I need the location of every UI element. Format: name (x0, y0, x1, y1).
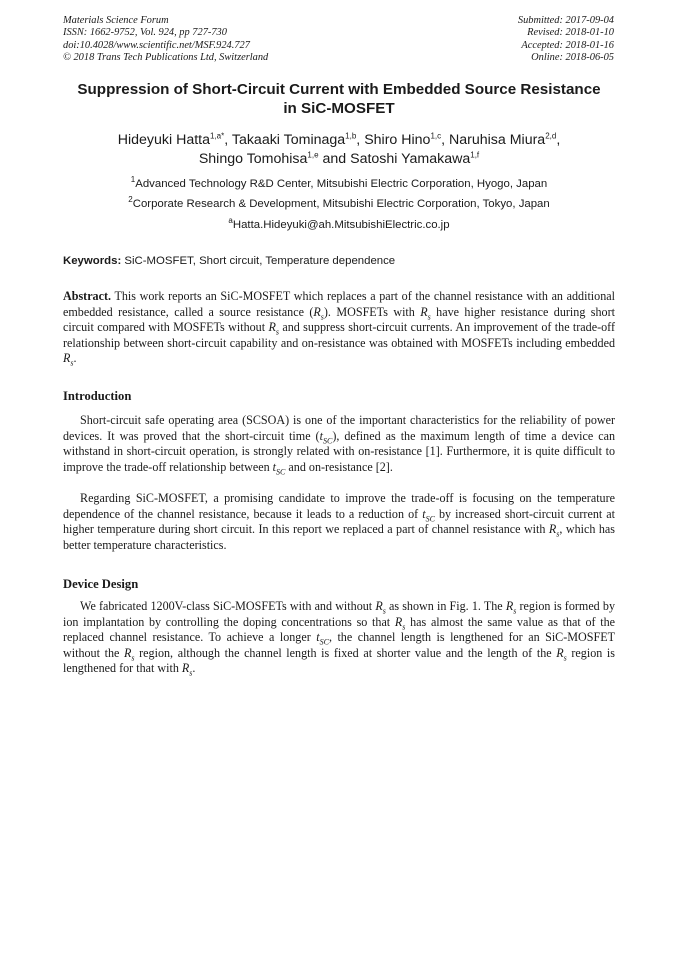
author-affiliation-mark: 1,a* (209, 131, 225, 141)
keywords-label: Keywords: (63, 255, 122, 267)
author-affiliation-mark: 2,d (545, 131, 557, 141)
author-name: Hideyuki Hatta (117, 132, 210, 148)
introduction-paragraph-1: Short-circuit safe operating area (SCSOA) is one of the important characteristics for the reliability of power devices. It was proved that the short-circuit time $(t_{SC})$, defined as the maximum length of time a device can withstand in short-circuit operation, is strongly related with on-resistance [1]. Furthermore, it is quite difficult to improve the trade-off relationship between $t_{SC}$ and on-resistance [2]. (63, 413, 615, 477)
title-line-1: Suppression of Short-Circuit Current with Embedded Source Resistance (77, 81, 601, 98)
corresponding-email: $^a$Hatta.Hideyuki@ah.MitsubishiElectric.co.jp (228, 216, 450, 231)
keywords (63, 254, 615, 268)
author-name: Satoshi Yamakawa (350, 151, 471, 167)
affiliation-1: $^1$Advanced Technology R&D Center, Mitsubishi Electric Corporation, Hyogo, Japan (130, 175, 548, 190)
submitted-date: Submitted: 2017-09-04 (517, 15, 614, 26)
revised-date: Revised: 2018-01-10 (527, 27, 614, 39)
author-name: Shiro Hino (364, 132, 431, 148)
author-list: Hideyuki Hatta$^{1,a*}$, Takaaki Tominaga$^{1,b}$, Shiro Hino$^{1,c}$, Naruhisa Miura$^{2,d}$, Shingo Tomohisa$^{1,e}$ and Satoshi Yamakawa$^{1,f}$ (117, 131, 561, 167)
online-date: Online: 2018-06-05 (531, 51, 614, 63)
author-name: Takaaki Tominaga (231, 132, 346, 148)
author-affiliation-mark: 1,f (470, 150, 480, 160)
email-link[interactable]: Hatta.Hideyuki@ah.MitsubishiElectric.co.jp (232, 219, 450, 231)
author-affiliation-mark: 1,b (345, 131, 357, 141)
affiliation-2: $^2$Corporate Research & Development, Mitsubishi Electric Corporation, Tokyo, Japan (128, 195, 550, 210)
section-heading-device-design: Device Design (63, 577, 139, 591)
issn-line: ISSN: 1662-9752, Vol. 924, pp 727-730 (63, 27, 227, 39)
keywords-text: SiC-MOSFET, Short circuit, Temperature dependence (121, 255, 396, 267)
paper-title (60, 80, 618, 118)
abstract-label: Abstract. (63, 289, 112, 303)
accepted-date: Accepted: 2018-01-16 (521, 39, 614, 51)
publication-dates (518, 15, 614, 64)
author-affiliation-mark: 1,e (307, 150, 319, 160)
section-heading-introduction: Introduction (63, 389, 132, 403)
copyright-line: © 2018 Trans Tech Publications Ltd, Switzerland (63, 51, 269, 63)
author-affiliation-mark: 1,c (430, 131, 442, 141)
author-name: Naruhisa Miura (449, 132, 546, 148)
doi-line[interactable]: doi:10.4028/www.scientific.net/MSF.924.727 (63, 39, 250, 51)
author-name: Shingo Tomohisa (198, 151, 308, 167)
device-design-paragraph: We fabricated 1200V-class SiC-MOSFETs with and without $R_s$ as shown in Fig. 1. The $R_s$ region is formed by ion implantation by controlling the doping concentrations so that $R_s$ has almost the same value as that of the replaced channel resistance. To achieve a longer $t_{SC}$, the channel length is lengthened for an SiC-MOSFET without the $R_s$ region, although the channel length is fixed at shorter value and the length of the $R_s$ region is lengthened for that with $R_s$. (63, 599, 615, 678)
introduction-paragraph-2: Regarding SiC-MOSFET, a promising candidate to improve the trade-off is focusing on the temperature dependence of the channel resistance, because it leads to a reduction of $t_{SC}$ by increased short-circuit current at higher temperature during short circuit. In this report we replaced a part of channel resistance with $R_s$, which has better temperature characteristics. (63, 491, 616, 552)
journal-name: Materials Science Forum (63, 15, 169, 26)
journal-info (63, 15, 268, 64)
abstract: Abstract. This work reports an SiC-MOSFET which replaces a part of the channel resistance with an additional embedded resistance, called a source resistance $(R_s)$. MOSFETs with $R_s$ have higher resistance during short circuit compared with MOSFETs without $R_s$ and suppress short-circuit currents. An improvement of the trade-off relationship between short-circuit capability and on-resistance was obtained with MOSFETs including embedded $R_s$. (63, 289, 616, 368)
title-line-2: in SiC-MOSFET (283, 100, 395, 117)
